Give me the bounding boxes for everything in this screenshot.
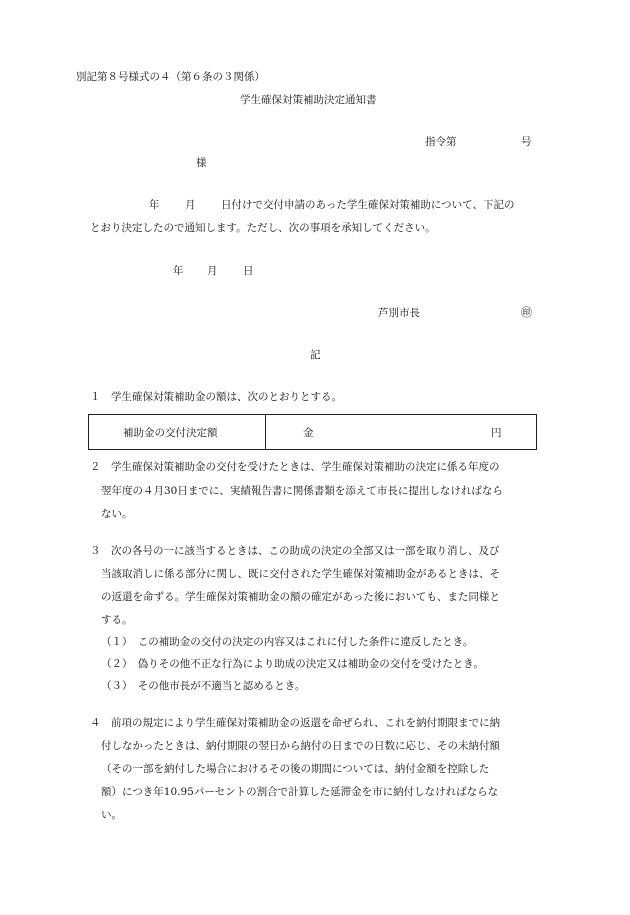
section-3-item: （２） 偽りその他不正な行為により助成の決定又は補助金の交付を受けたとき。 xyxy=(101,658,484,670)
amount-suffix: 円 xyxy=(491,427,502,439)
amount-prefix: 金 xyxy=(303,427,314,439)
section-2-line: ない。 xyxy=(101,508,133,520)
section-2-line: ２ 学生確保対策補助金の交付を受けたときは、学生確保対策補助の決定に係る年度の xyxy=(90,461,500,473)
intro-year: 年 xyxy=(149,199,160,211)
intro-line-2: とおり決定したので通知します。ただし、次の事項を承知してください。 xyxy=(90,222,436,234)
section-4-line: （その一部を納付した場合におけるその後の期間については、納付金額を控除した xyxy=(101,763,490,775)
directive-number-prefix: 指令第 xyxy=(425,136,457,148)
section-4-line: い。 xyxy=(101,809,122,821)
section-3-item: （１） この補助金の交付の決定の内容又はこれに付した条件に違反したとき。 xyxy=(101,636,474,648)
date-month: 月 xyxy=(207,265,218,277)
directive-number-suffix: 号 xyxy=(521,136,532,148)
table-divider xyxy=(265,415,266,449)
section-3-line: の返還を命ずる。学生確保対策補助金の額の確定があった後においても、また同様と xyxy=(101,591,500,603)
issuer-title: 芦別市長 xyxy=(378,307,420,319)
section-4-line: 付しなかったときは、納付期限の翌日から納付の日までの日数に応じ、その未納付額 xyxy=(101,740,500,752)
intro-month: 月 xyxy=(185,199,196,211)
section-4-line: 額）につき年10.95パーセントの割合で計算した延滞金を市に納付しなければならな xyxy=(101,786,499,798)
section-2-line: 翌年度の４月30日までに、実績報告書に関係書類を添えて市長に提出しなければなら xyxy=(101,485,503,497)
form-reference: 別記第８号様式の４（第６条の３関係） xyxy=(76,71,265,83)
document-title: 学生確保対策補助決定通知書 xyxy=(240,94,377,106)
ki-heading: 記 xyxy=(310,349,321,361)
section-3-line: ３ 次の各号の一に該当するときは、この助成の決定の全部又は一部を取り消し、及び xyxy=(90,545,500,557)
addressee-honorific: 様 xyxy=(196,157,207,169)
section-1-text: １ 学生確保対策補助金の額は、次のとおりとする。 xyxy=(90,391,342,403)
date-year: 年 xyxy=(173,265,184,277)
section-3-line: 当該取消しに係る部分に関し、既に交付された学生確保対策補助金があるときは、そ xyxy=(101,568,500,580)
section-4-line: ４ 前項の規定により学生確保対策補助金の返還を命ぜられ、これを納付期限までに納 xyxy=(90,717,501,729)
intro-line-1: 日付けで交付申請のあった学生確保対策補助について、下記の xyxy=(221,199,515,211)
amount-table xyxy=(88,414,537,450)
section-3-item: （３） その他市長が不適当と認めるとき。 xyxy=(101,680,306,692)
seal-mark: ㊞ xyxy=(521,306,532,319)
date-day: 日 xyxy=(243,265,254,277)
section-3-line: する。 xyxy=(101,614,133,626)
amount-label: 補助金の交付決定額 xyxy=(123,427,218,439)
